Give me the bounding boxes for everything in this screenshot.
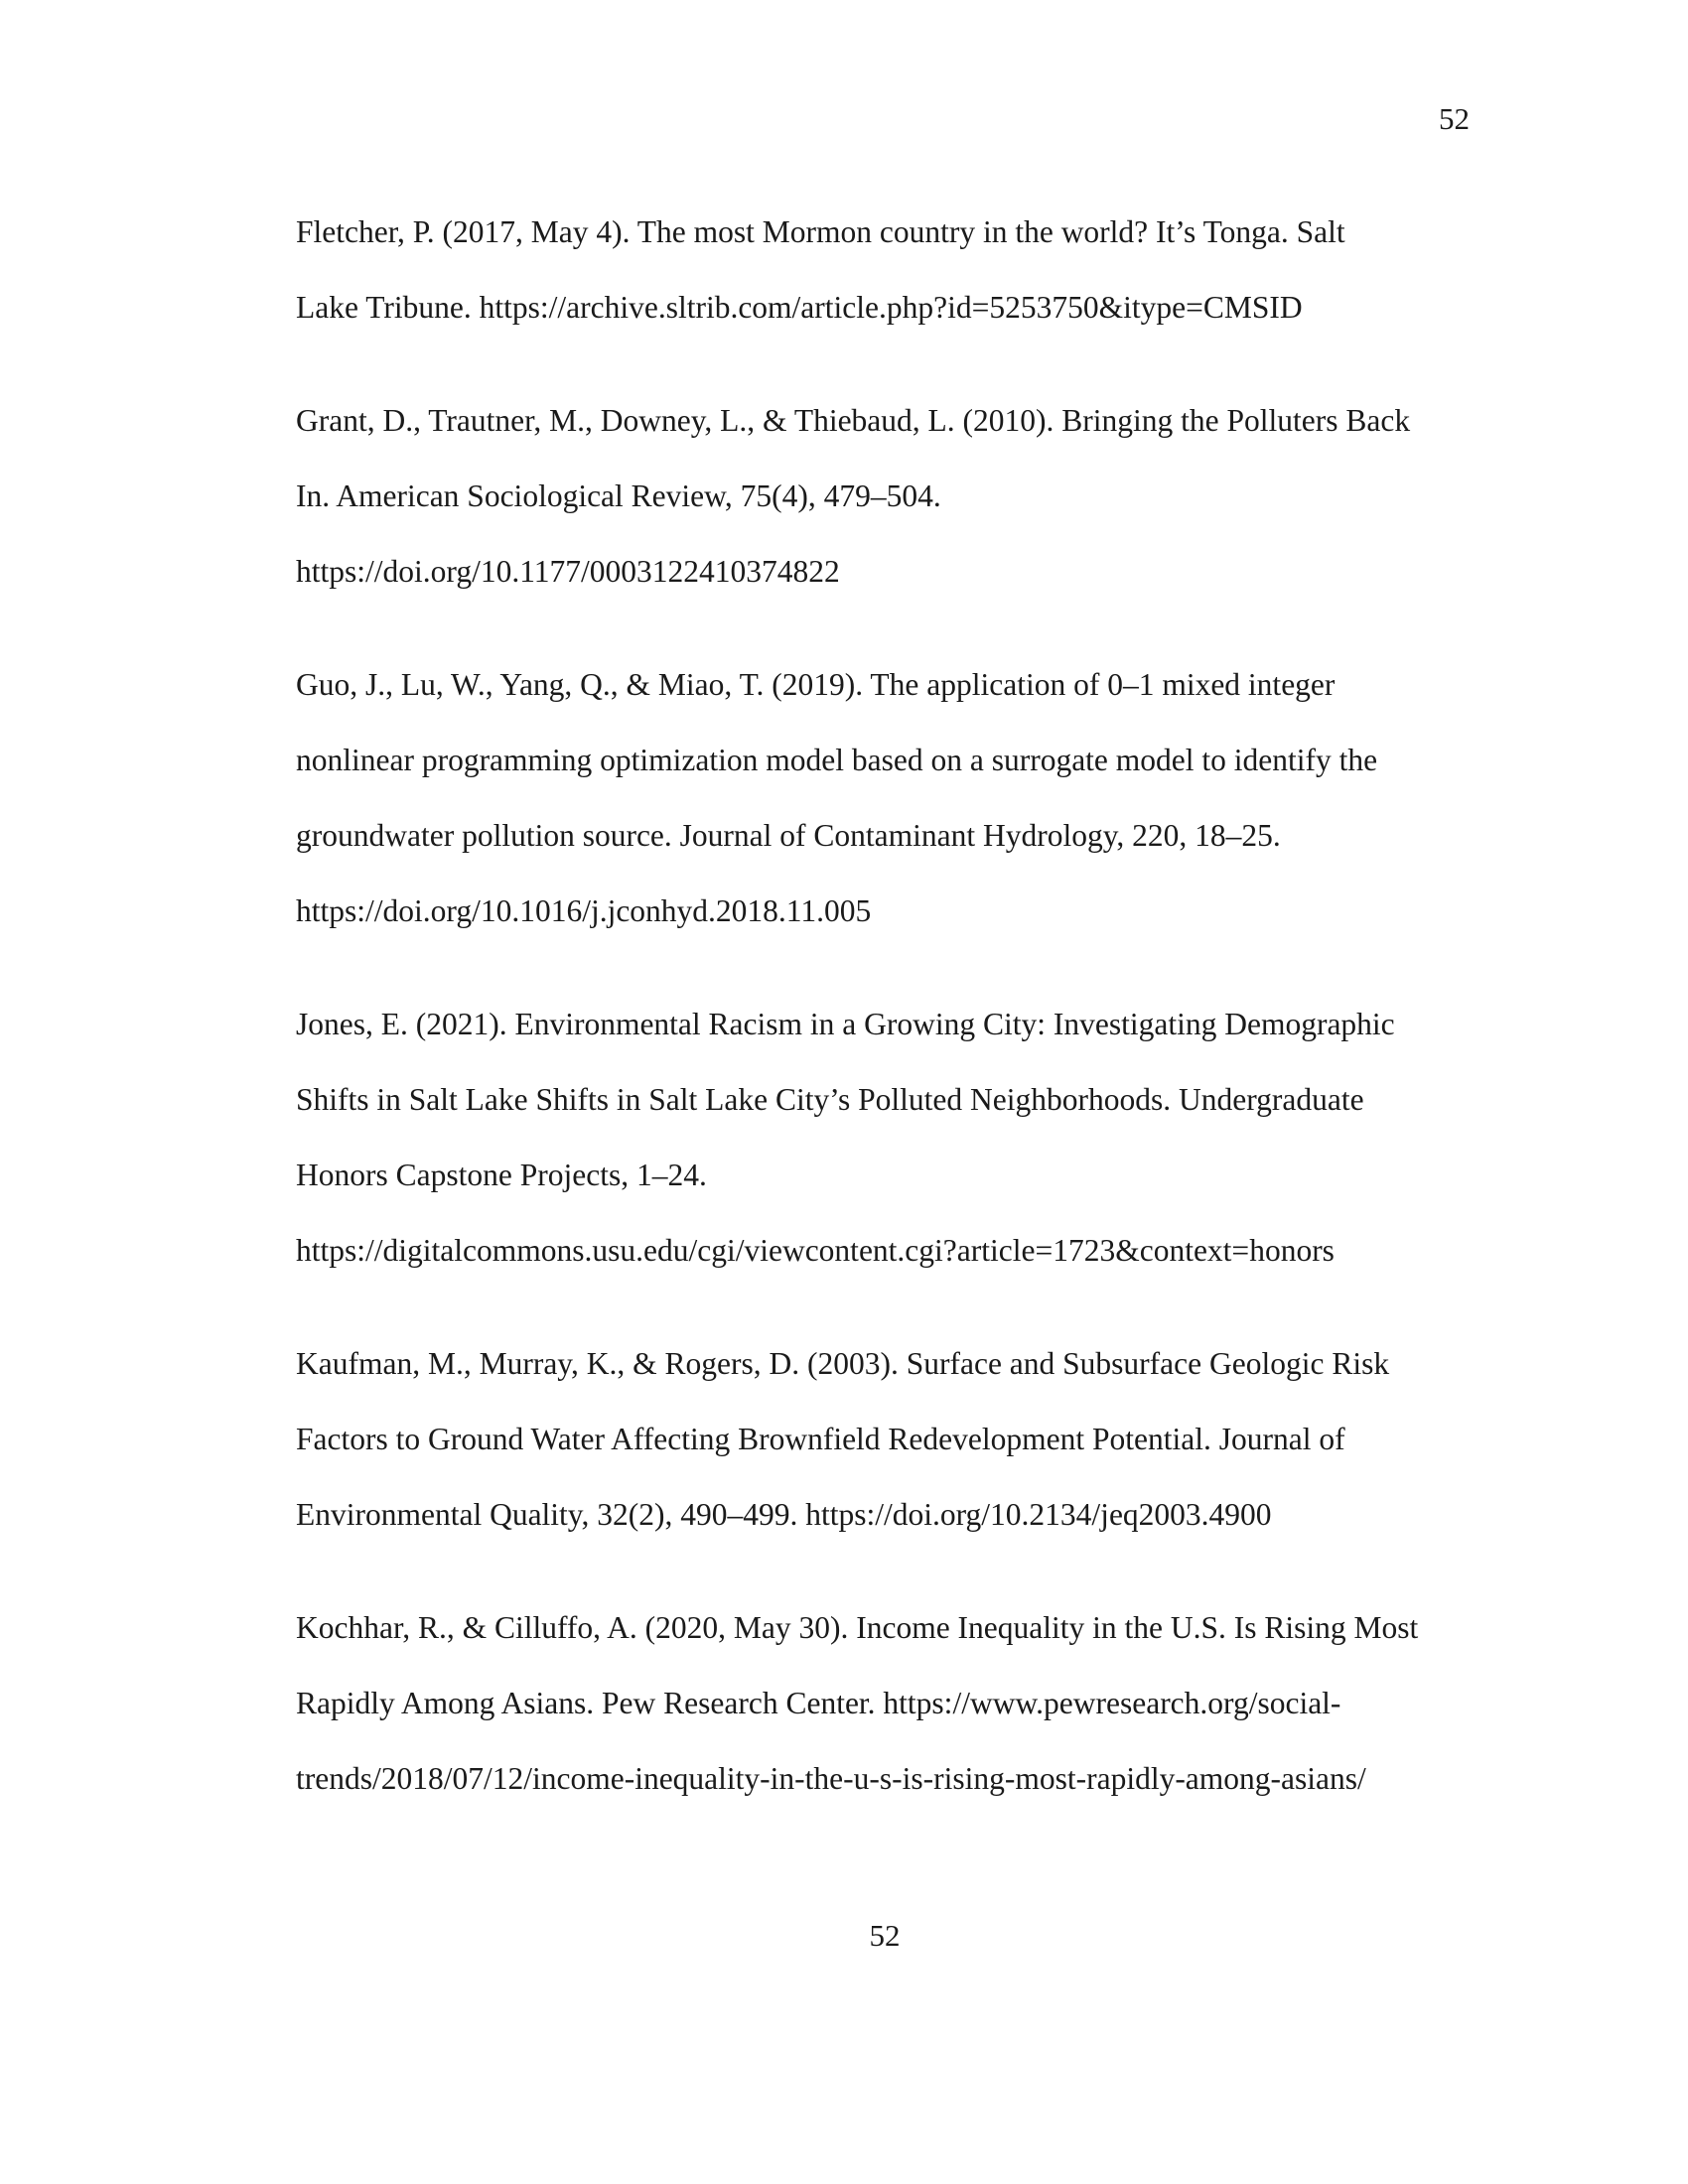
- reference-line: Environmental Quality, 32(2), 490–499. https://doi.org/10.2134/jeq2003.4900: [296, 1497, 1272, 1532]
- reference-line: nonlinear programming optimization model based on a surrogate model to identify the: [296, 743, 1378, 777]
- reference-entry-kaufman: [296, 1326, 1492, 1553]
- reference-line: Guo, J., Lu, W., Yang, Q., & Miao, T. (2019). The application of 0–1 mixed integer: [296, 667, 1336, 702]
- reference-line: Rapidly Among Asians. Pew Research Center. https://www.pewresearch.org/social-: [296, 1686, 1341, 1720]
- reference-line: Kochhar, R., & Cilluffo, A. (2020, May 30). Income Inequality in the U.S. Is Rising Most: [296, 1610, 1419, 1645]
- reference-line: https://doi.org/10.1016/j.jconhyd.2018.11.005: [296, 893, 872, 928]
- reference-line: In. American Sociological Review, 75(4), 479–504.: [296, 478, 941, 513]
- reference-line: groundwater pollution source. Journal of Contaminant Hydrology, 220, 18–25.: [296, 818, 1281, 853]
- reference-entry-fletcher: [296, 195, 1492, 345]
- reference-line: https://doi.org/10.1177/0003122410374822: [296, 554, 840, 589]
- reference-entry-jones: [296, 987, 1492, 1289]
- page-number-footer: 52: [869, 1918, 901, 1953]
- reference-list: [296, 195, 1492, 1854]
- reference-line: Factors to Ground Water Affecting Brownfield Redevelopment Potential. Journal of: [296, 1422, 1345, 1456]
- reference-line: Honors Capstone Projects, 1–24.: [296, 1158, 707, 1192]
- reference-entry-kochhar: [296, 1590, 1492, 1817]
- reference-line: trends/2018/07/12/income-inequality-in-the-u-s-is-rising-most-rapidly-among-asians/: [296, 1761, 1366, 1796]
- reference-line: Shifts in Salt Lake Shifts in Salt Lake City’s Polluted Neighborhoods. Undergraduate: [296, 1082, 1364, 1117]
- reference-line: Fletcher, P. (2017, May 4). The most Mormon country in the world? It’s Tonga. Salt: [296, 214, 1345, 249]
- reference-line: Jones, E. (2021). Environmental Racism in a Growing City: Investigating Demographic: [296, 1007, 1395, 1041]
- reference-entry-grant: [296, 383, 1492, 610]
- reference-entry-guo: [296, 647, 1492, 949]
- reference-line: Kaufman, M., Murray, K., & Rogers, D. (2003). Surface and Subsurface Geologic Risk: [296, 1346, 1390, 1381]
- page-number-header: 52: [1439, 101, 1470, 136]
- reference-line: https://digitalcommons.usu.edu/cgi/viewcontent.cgi?article=1723&context=honors: [296, 1233, 1335, 1268]
- reference-line: Lake Tribune. https://archive.sltrib.com/article.php?id=5253750&itype=CMSID: [296, 290, 1303, 325]
- reference-line: Grant, D., Trautner, M., Downey, L., & Thiebaud, L. (2010). Bringing the Polluters Back: [296, 403, 1411, 438]
